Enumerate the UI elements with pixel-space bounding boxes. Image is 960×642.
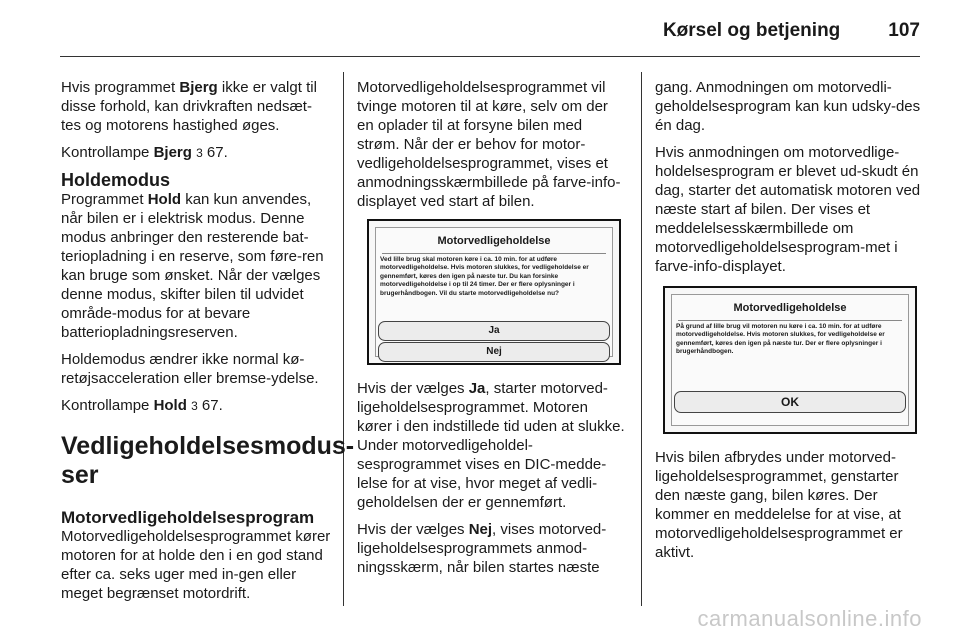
column-divider-2	[641, 72, 642, 606]
paragraph: Motorvedligeholdelsesprogrammet vil tvinge motoren til at køre, selv om der en oplader til at forsyne bilen med strøm. Når der er behov for motor-vedligeholdelsesprogrammet, vises et anmodningsskærmbillede på farve-info-displayet ved start af bilen.	[357, 79, 621, 210]
paragraph: Hvis bilen afbrydes under motorved-ligeholdelsesprogrammet, genstarter den næste gang, bilen køres. Der kommer en meddelelse for at vise, at motorvedligeholdelsesprogrammet er aktivt.	[655, 449, 903, 561]
section-heading: Vedligeholdelsesmodus-ser	[61, 432, 355, 489]
cross-reference: Kontrollampe Hold 3 67.	[61, 397, 223, 414]
page-title: Kørsel og betjening	[662, 20, 841, 41]
paragraph: Programmet Hold kan kun anvendes, når bilen er i elektrisk modus. Denne modus anbringer den resterende bat-teriopladning i en reserve, som føre-ren kan bruge som ønsket. Når der vælges denne modus, skifter bilen til udvidet område-modus for at bevare batteriopladningsreserven.	[61, 191, 324, 341]
screen-divider	[382, 253, 606, 254]
no-button[interactable]: Nej	[378, 342, 610, 362]
column-1	[61, 78, 355, 611]
subheading-program: Motorvedligeholdelsesprogram	[61, 508, 315, 527]
watermark: carmanualsonline.info	[697, 606, 922, 631]
screen-title: Motorvedligeholdelse	[437, 235, 551, 247]
screen-message: Ved lille brug skal motoren køre i ca. 10 min. for at udføre motorvedligeholdelse. Hvis motoren slukkes, for vedligeholdelse er gennemført, køres den igen på næste tur. Du kan forsinke motorvedligeholdelse i op til 24 timer. Der er flere oplysninger i brugerhåndbogen. Vil du starte motorvedligeholdelse nu?	[380, 256, 589, 297]
display-screenshot-notice	[663, 286, 917, 434]
page-header	[663, 20, 920, 42]
paragraph: Hvis der vælges Nej, vises motorved-ligeholdelsesprogrammets anmod-ningsskærm, når bilen startes næste	[357, 521, 607, 576]
paragraph: Hvis programmet Bjerg ikke er valgt til disse forhold, kan drivkraften nedsæt-tes og motorens hastighed øges.	[61, 79, 317, 134]
screen-divider	[678, 320, 902, 321]
subheading-holdemodus: Holdemodus	[61, 170, 171, 190]
screen-inner	[671, 294, 909, 426]
column-3	[655, 78, 925, 570]
page-number: 107	[888, 20, 920, 41]
paragraph: Holdemodus ændrer ikke normal kø-retøjsacceleration eller bremse-ydelse.	[61, 351, 319, 387]
column-2	[357, 78, 627, 585]
page-ref-arrow-icon: 3	[191, 399, 198, 413]
header-rule	[60, 56, 920, 57]
program-name: Bjerg	[179, 79, 218, 96]
yes-button[interactable]: Ja	[378, 321, 610, 341]
column-divider-1	[343, 72, 344, 606]
paragraph: Hvis der vælges Ja, starter motorved-ligeholdelsesprogrammet. Motoren kører i den indstillede tid uden at slukke. Under motorvedligeholdel-sesprogrammet vises en DIC-medde-lelse for at vise, hvor meget af vedli-geholdelsen der er gennemført.	[357, 380, 625, 511]
display-screenshot-request	[367, 219, 621, 365]
paragraph: Hvis anmodningen om motorvedlige-holdelsesprogram er blevet ud-skudt én dag, starter det automatisk motoren ved næste start af bilen. Der vises et meddelelsesskærmbillede om motorvedligeholdelsesprogram-met i farve-info-displayet.	[655, 144, 921, 275]
screen-message: På grund af lille brug vil motoren nu køre i ca. 10 min. for at udføre motorvedligeholdelse. Hvis motoren slukkes, for vedligeholdelse er gennemført, køres den igen på næste tur. Der er flere oplysninger i brugerhåndbogen.	[676, 323, 885, 356]
page-ref-arrow-icon: 3	[196, 146, 203, 160]
screen-inner	[375, 227, 613, 357]
cross-reference: Kontrollampe Bjerg 3 67.	[61, 144, 228, 161]
screen-title: Motorvedligeholdelse	[733, 302, 847, 314]
paragraph: Motorvedligeholdelsesprogrammet kører motoren for at holde den i en god stand efter ca. seks uger med in-gen eller meget begrænset motordrift.	[61, 528, 331, 602]
paragraph: gang. Anmodningen om motorvedli-geholdelsesprogram kan kun udsky-des én dag.	[655, 79, 921, 134]
ok-button[interactable]: OK	[674, 391, 906, 413]
